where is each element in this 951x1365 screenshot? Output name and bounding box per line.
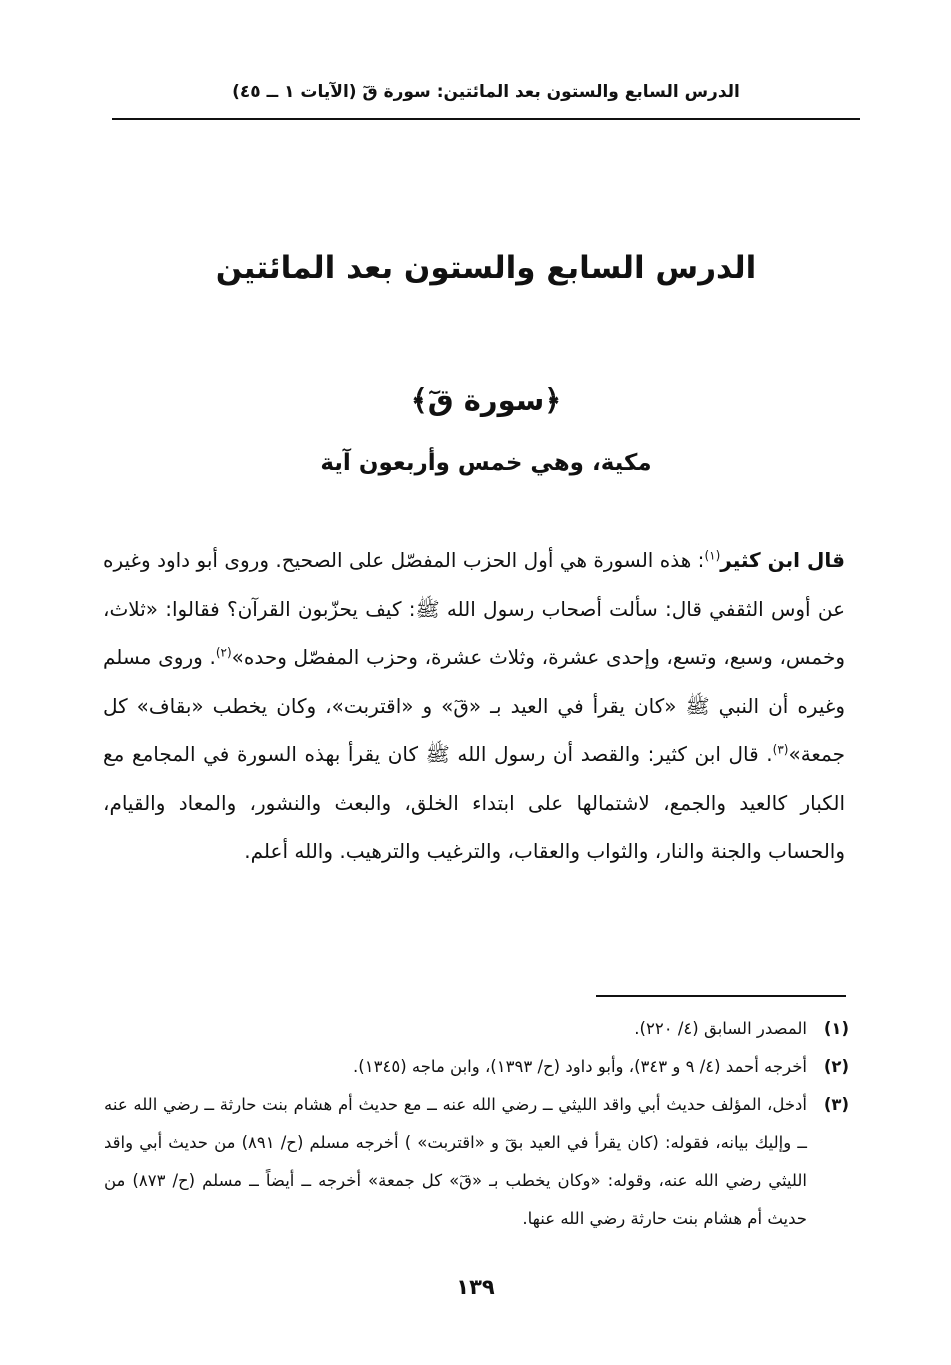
- body-text-part-3: . قال ابن كثير: والقصد أن رسول الله ﷺ كان يقرأ بهذه السورة في المجامع مع الكبار كالعيد والجمع، لاشتمالها على ابتداء الخلق، والبعث والنشور، والمعاد والقيام، والحساب والجنة والنار، والثواب والعقاب، والترغيب والترهيب. والله أعلم.: [103, 742, 845, 863]
- body-paragraph: [103, 536, 845, 876]
- footnote-item: [104, 1010, 849, 1048]
- footnote-text: أدخل، المؤلف حديث أبي واقد الليثي ــ رضي الله عنه ــ مع حديث أم هشام بنت حارثة ــ رضي الله عنه ــ وإليك بيانه، فقوله: (كان يقرأ في العيد بقٓ و «اقتربت» ) أخرجه مسلم (ح/ ٨٩١) من حديث أبي واقد الليثي رضي الله عنه، وقوله: «وكان يخطب بـ «قٓ» كل جمعة» أخرجه ــ أيضاً ــ مسلم (ح/ ٨٧٣) من حديث أم هشام بنت حارثة رضي الله عنها.: [104, 1095, 808, 1228]
- footnote-number: (٢): [823, 1057, 849, 1076]
- lesson-title: الدرس السابع والستون بعد المائتين: [215, 250, 757, 286]
- footnote-item: [104, 1048, 849, 1086]
- footnote-number: (٣): [823, 1095, 849, 1114]
- footnote-ref-2[interactable]: (٢): [215, 645, 232, 660]
- header-divider: [112, 118, 860, 120]
- page-number: ١٣٩: [456, 1275, 495, 1299]
- footnote-text: أخرجه أحمد (٤/ ٩ و ٣٤٣)، وأبو داود (ح/ ١٣٩٣)، وابن ماجه (١٣٤٥).: [353, 1057, 807, 1076]
- surah-title: ﴿سورة قٓ﴾: [410, 383, 562, 417]
- footnote-number: (١): [823, 1019, 849, 1038]
- surah-subtitle: مكية، وهي خمس وأربعون آية: [320, 450, 652, 476]
- footnote-ref-1[interactable]: (١): [704, 548, 721, 563]
- footnote-text: المصدر السابق (٤/ ٢٢٠).: [634, 1019, 807, 1038]
- body-text-part-1: : هذه السورة هي أول الحزب المفصّل على الصحيح. وروى أبو داود وغيره عن أوس الثقفي قال: سألت أصحاب رسول الله ﷺ: كيف يحزّبون القرآن؟ فقالوا: «ثلاث، وخمس، وسبع، وتسع، وإحدى عشرة، وثلاث عشرة، وحزب المفصّل وحده»: [103, 548, 846, 669]
- body-lead: قال ابن كثير: [720, 548, 845, 572]
- body-text-part-2: . وروى مسلم وغيره أن النبي ﷺ «كان يقرأ في العيد بـ «قٓ» و «اقتربت»، وكان يخطب «بقاف» كل جمعة»: [103, 645, 845, 766]
- footnote-ref-3[interactable]: (٣): [772, 742, 789, 757]
- footnote-item: [104, 1086, 849, 1238]
- running-header: الدرس السابع والستون بعد المائتين: سورة قٓ (الآيات ١ ــ ٤٥): [232, 82, 740, 102]
- footnotes-list: [104, 1010, 849, 1238]
- footnote-divider: [596, 995, 846, 997]
